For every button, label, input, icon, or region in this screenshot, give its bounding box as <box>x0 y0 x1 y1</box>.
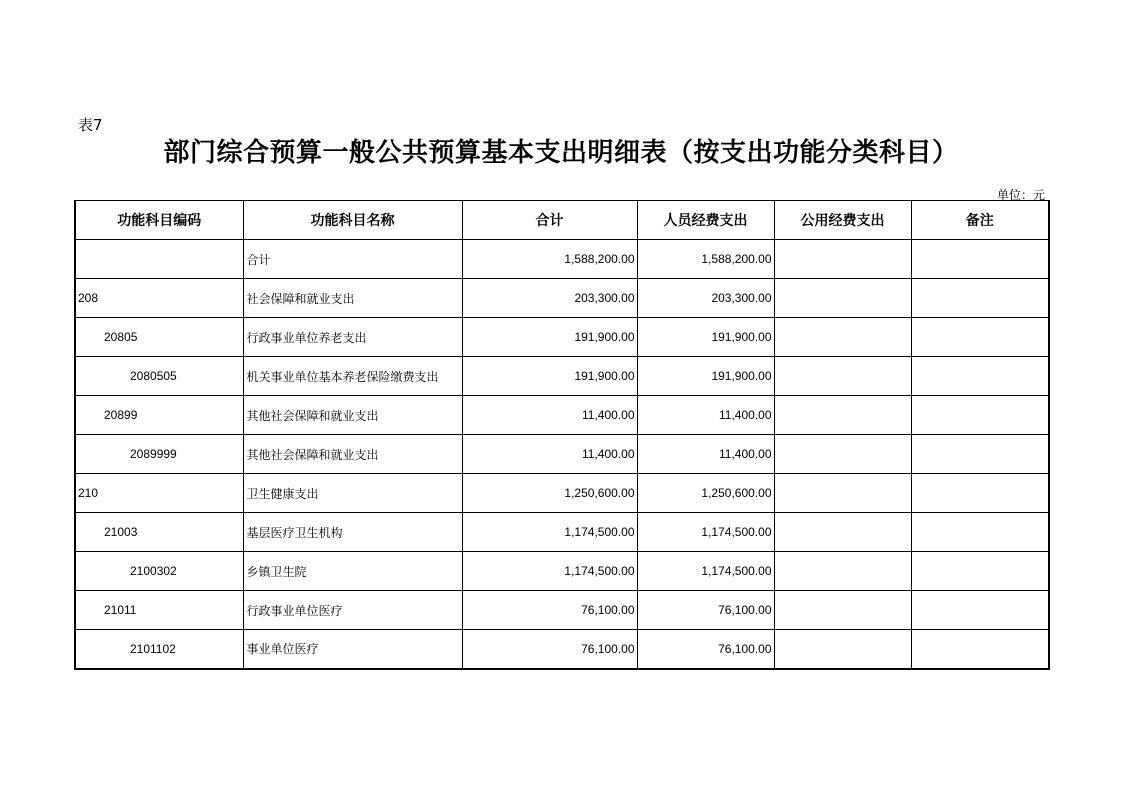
cell-public <box>774 279 911 318</box>
cell-name: 机关事业单位基本养老保险缴费支出 <box>243 357 462 396</box>
table-row <box>75 630 1049 669</box>
cell-personnel: 1,250,600.00 <box>637 474 774 513</box>
cell-public <box>774 318 911 357</box>
cell-note <box>911 513 1049 552</box>
cell-total: 76,100.00 <box>462 630 637 669</box>
cell-note <box>911 318 1049 357</box>
cell-total: 191,900.00 <box>462 318 637 357</box>
cell-name: 合计 <box>243 240 462 279</box>
cell-note <box>911 240 1049 279</box>
cell-total: 1,250,600.00 <box>462 474 637 513</box>
cell-total: 11,400.00 <box>462 435 637 474</box>
table-row <box>75 279 1049 318</box>
cell-name: 卫生健康支出 <box>243 474 462 513</box>
cell-public <box>774 630 911 669</box>
cell-code: 20899 <box>75 396 243 435</box>
cell-public <box>774 513 911 552</box>
cell-note <box>911 474 1049 513</box>
column-header-personnel: 人员经费支出 <box>637 201 774 240</box>
cell-personnel: 1,588,200.00 <box>637 240 774 279</box>
cell-note <box>911 279 1049 318</box>
header-row <box>75 201 1049 240</box>
column-header-note: 备注 <box>911 201 1049 240</box>
cell-personnel: 76,100.00 <box>637 630 774 669</box>
table-row <box>75 357 1049 396</box>
column-header-public: 公用经费支出 <box>774 201 911 240</box>
table-row <box>75 591 1049 630</box>
cell-public <box>774 552 911 591</box>
cell-name: 其他社会保障和就业支出 <box>243 435 462 474</box>
cell-total: 1,174,500.00 <box>462 552 637 591</box>
cell-personnel: 11,400.00 <box>637 396 774 435</box>
page-title: 部门综合预算一般公共预算基本支出明细表（按支出功能分类科目） <box>163 138 959 168</box>
cell-code: 2080505 <box>75 357 243 396</box>
cell-code <box>75 240 243 279</box>
column-header-code: 功能科目编码 <box>75 201 243 240</box>
table-row <box>75 552 1049 591</box>
cell-personnel: 1,174,500.00 <box>637 513 774 552</box>
table-row <box>75 513 1049 552</box>
cell-code: 210 <box>75 474 243 513</box>
unit-label: 单位：元 <box>996 188 1045 202</box>
column-header-name: 功能科目名称 <box>243 201 462 240</box>
cell-code: 2101102 <box>75 630 243 669</box>
table-number: 表7 <box>78 116 103 134</box>
cell-personnel: 76,100.00 <box>637 591 774 630</box>
cell-note <box>911 435 1049 474</box>
cell-note <box>911 630 1049 669</box>
table-row <box>75 474 1049 513</box>
cell-code: 2100302 <box>75 552 243 591</box>
cell-public <box>774 396 911 435</box>
cell-name: 行政事业单位医疗 <box>243 591 462 630</box>
table-row <box>75 318 1049 357</box>
cell-note <box>911 396 1049 435</box>
cell-note <box>911 552 1049 591</box>
cell-name: 乡镇卫生院 <box>243 552 462 591</box>
cell-code: 20805 <box>75 318 243 357</box>
budget-table <box>74 200 1050 670</box>
table-row <box>75 396 1049 435</box>
table-row <box>75 240 1049 279</box>
cell-public <box>774 240 911 279</box>
cell-name: 其他社会保障和就业支出 <box>243 396 462 435</box>
column-header-total: 合计 <box>462 201 637 240</box>
cell-personnel: 1,174,500.00 <box>637 552 774 591</box>
cell-public <box>774 357 911 396</box>
cell-personnel: 203,300.00 <box>637 279 774 318</box>
cell-name: 基层医疗卫生机构 <box>243 513 462 552</box>
cell-code: 208 <box>75 279 243 318</box>
cell-public <box>774 435 911 474</box>
table-row <box>75 435 1049 474</box>
cell-code: 2089999 <box>75 435 243 474</box>
cell-personnel: 11,400.00 <box>637 435 774 474</box>
cell-name: 社会保障和就业支出 <box>243 279 462 318</box>
cell-name: 事业单位医疗 <box>243 630 462 669</box>
cell-code: 21003 <box>75 513 243 552</box>
cell-note <box>911 357 1049 396</box>
cell-total: 1,174,500.00 <box>462 513 637 552</box>
cell-total: 1,588,200.00 <box>462 240 637 279</box>
cell-total: 76,100.00 <box>462 591 637 630</box>
cell-total: 11,400.00 <box>462 396 637 435</box>
cell-personnel: 191,900.00 <box>637 357 774 396</box>
cell-public <box>774 591 911 630</box>
cell-note <box>911 591 1049 630</box>
cell-code: 21011 <box>75 591 243 630</box>
cell-total: 203,300.00 <box>462 279 637 318</box>
cell-public <box>774 474 911 513</box>
cell-name: 行政事业单位养老支出 <box>243 318 462 357</box>
cell-total: 191,900.00 <box>462 357 637 396</box>
cell-personnel: 191,900.00 <box>637 318 774 357</box>
